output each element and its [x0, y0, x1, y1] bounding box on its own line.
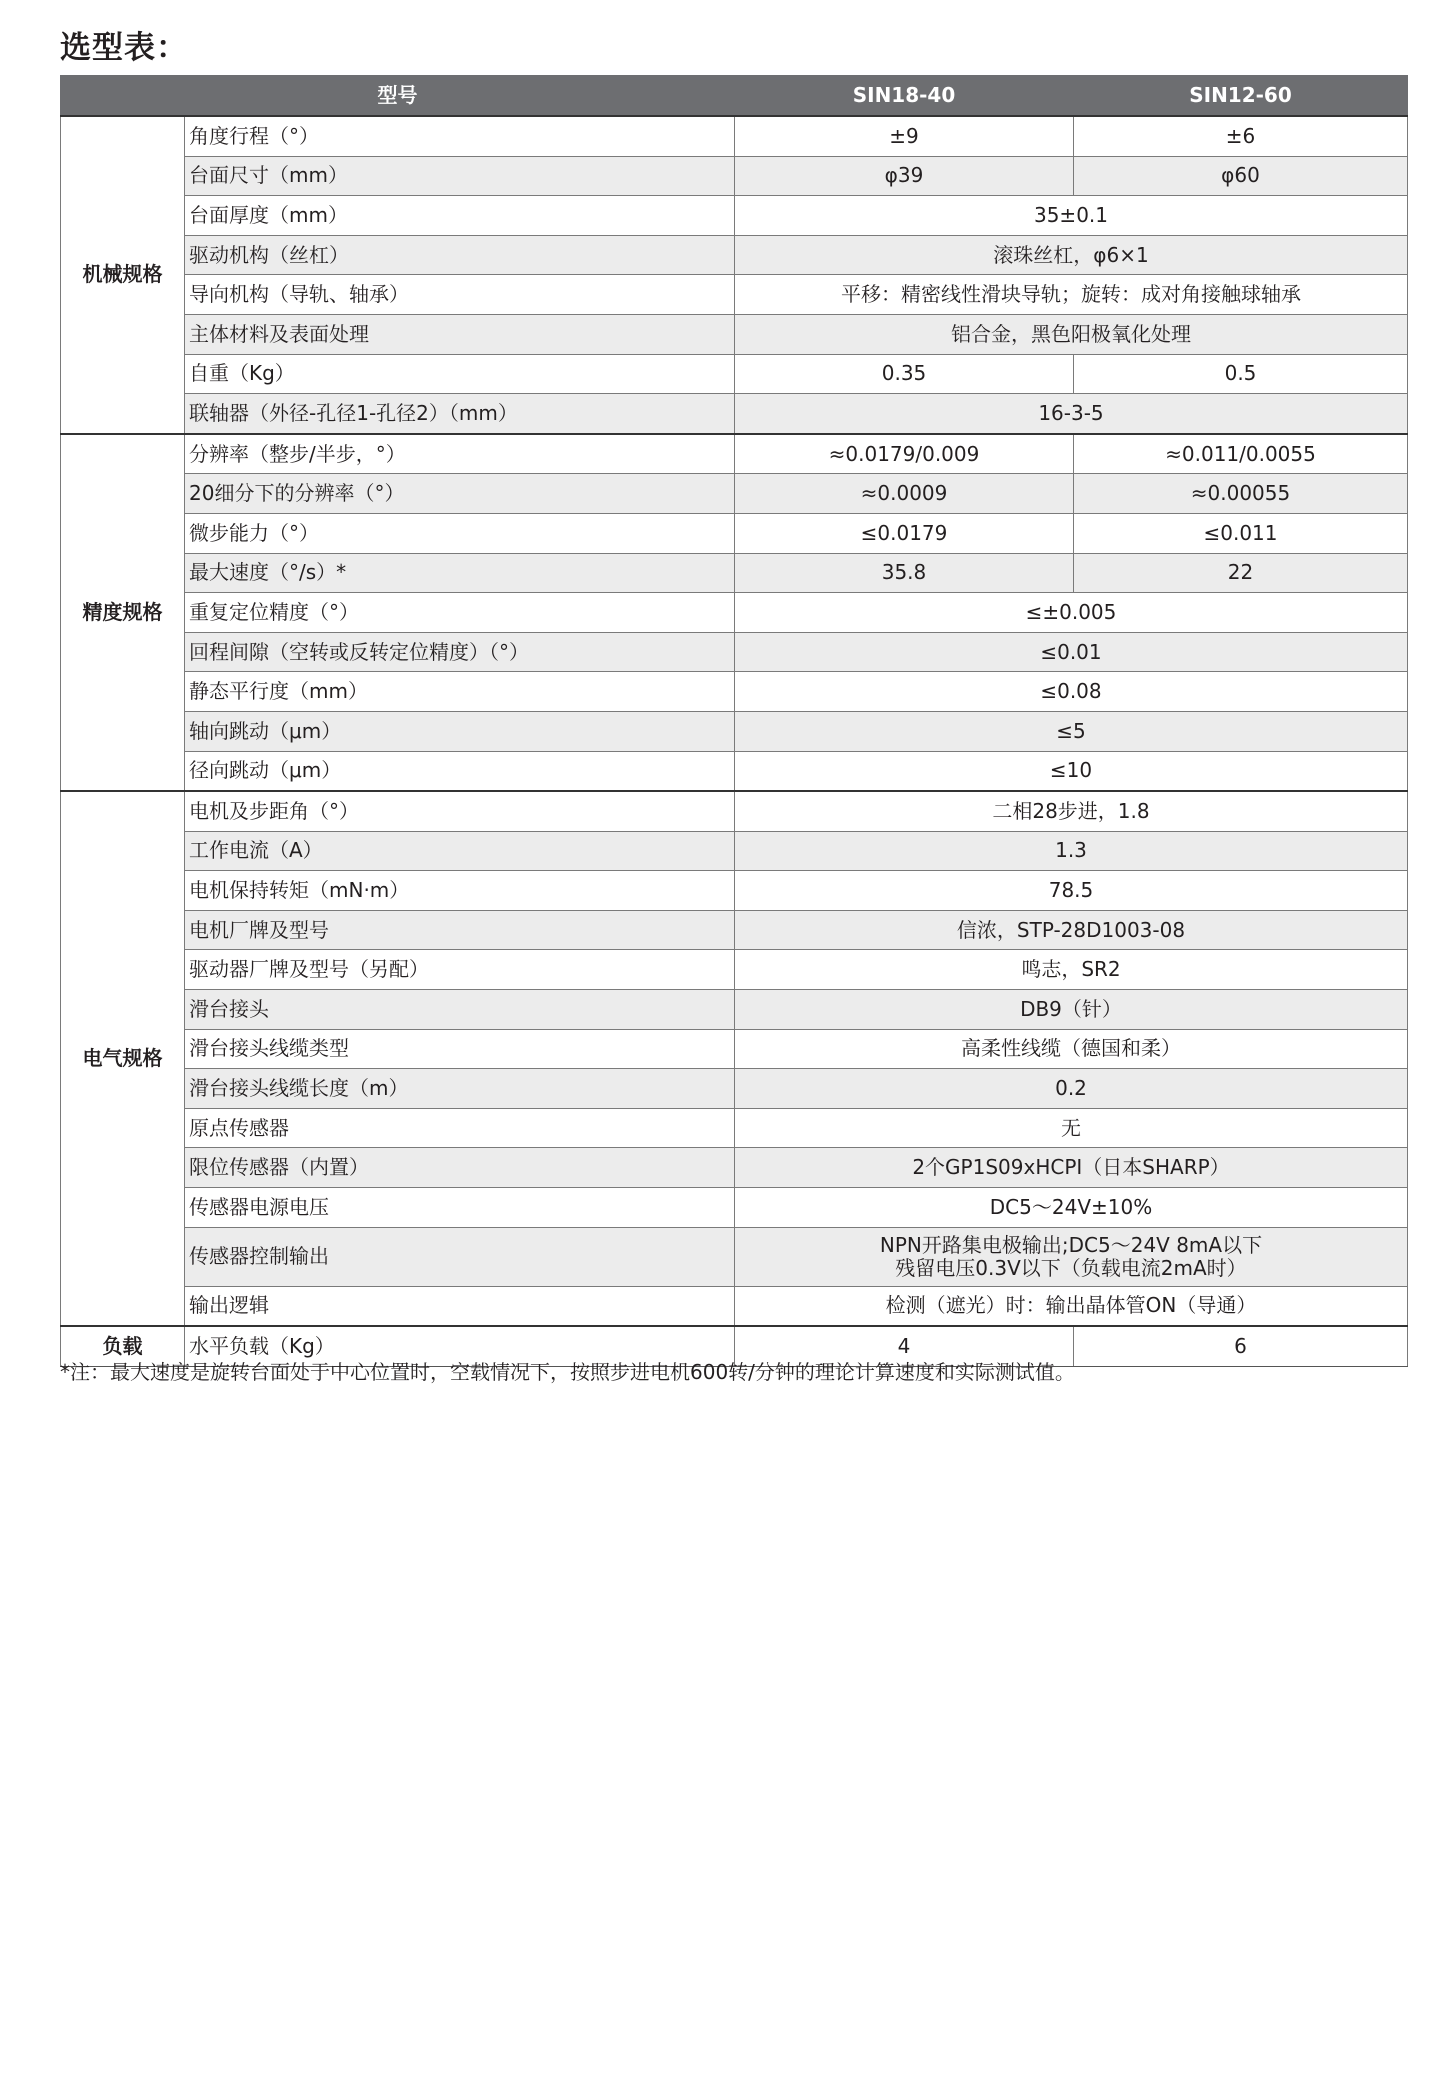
- group-label-precision: 精度规格: [61, 434, 185, 791]
- table-header-row: [61, 76, 1408, 117]
- row-label: 微步能力（°）: [185, 513, 735, 553]
- row-label: 台面厚度（mm）: [185, 196, 735, 236]
- row-value-col1: 0.35: [735, 354, 1074, 394]
- row-value-col1: 35.8: [735, 553, 1074, 593]
- row-label: 角度行程（°）: [185, 116, 735, 156]
- row-label: 驱动机构（丝杠）: [185, 235, 735, 275]
- row-value-shared: 鸣志，SR2: [735, 950, 1408, 990]
- row-value-shared: 高柔性线缆（德国和柔）: [735, 1029, 1408, 1069]
- table-row: [61, 1029, 1408, 1069]
- row-label: 最大速度（°/s）*: [185, 553, 735, 593]
- row-label: 电机厂牌及型号: [185, 910, 735, 950]
- table-row: [61, 156, 1408, 196]
- table-row: [61, 513, 1408, 553]
- table-row: [61, 950, 1408, 990]
- header-model-sin18-40: SIN18-40: [735, 76, 1074, 117]
- row-value-shared: 检测（遮光）时：输出晶体管ON（导通）: [735, 1286, 1408, 1326]
- row-label: 输出逻辑: [185, 1286, 735, 1326]
- row-label: 主体材料及表面处理: [185, 314, 735, 354]
- row-value-shared: 二相28步进，1.8: [735, 791, 1408, 831]
- row-value-col2: ≤0.011: [1074, 513, 1408, 553]
- row-value-shared: 78.5: [735, 871, 1408, 911]
- table-row: [61, 791, 1408, 831]
- table-row: [61, 871, 1408, 911]
- table-row: [61, 1148, 1408, 1188]
- table-row: [61, 235, 1408, 275]
- table-row: [61, 1069, 1408, 1109]
- group-label-mechanical: 机械规格: [61, 116, 185, 434]
- row-label: 滑台接头线缆类型: [185, 1029, 735, 1069]
- table-row: [61, 711, 1408, 751]
- row-label: 电机及步距角（°）: [185, 791, 735, 831]
- row-value-col2: 0.5: [1074, 354, 1408, 394]
- row-label: 重复定位精度（°）: [185, 593, 735, 633]
- table-row: [61, 672, 1408, 712]
- row-label: 原点传感器: [185, 1108, 735, 1148]
- value-line-1: NPN开路集电极输出;DC5～24V 8mA以下: [879, 1232, 1263, 1257]
- row-label: 径向跳动（μm）: [185, 751, 735, 791]
- table-row: [61, 314, 1408, 354]
- row-value-col2: 6: [1074, 1326, 1408, 1366]
- row-value-shared: 2个GP1S09xHCPI（日本SHARP）: [735, 1148, 1408, 1188]
- row-label: 台面尺寸（mm）: [185, 156, 735, 196]
- table-row: [61, 394, 1408, 434]
- row-value-col2: ±6: [1074, 116, 1408, 156]
- table-row: [61, 354, 1408, 394]
- row-value-shared: 35±0.1: [735, 196, 1408, 236]
- selection-table: [60, 75, 1408, 1367]
- row-value-col1: ≈0.0009: [735, 474, 1074, 514]
- row-value-shared: DB9（针）: [735, 990, 1408, 1030]
- row-value-shared: ≤0.08: [735, 672, 1408, 712]
- table-row: [61, 910, 1408, 950]
- header-model-sin12-60: SIN12-60: [1074, 76, 1408, 117]
- row-value-shared: 无: [735, 1108, 1408, 1148]
- row-value-shared: 铝合金，黑色阳极氧化处理: [735, 314, 1408, 354]
- row-value-col2: ≈0.00055: [1074, 474, 1408, 514]
- table-row: [61, 632, 1408, 672]
- table-row: [61, 196, 1408, 236]
- row-label: 导向机构（导轨、轴承）: [185, 275, 735, 315]
- table-row: [61, 434, 1408, 474]
- row-label: 工作电流（A）: [185, 831, 735, 871]
- table-row: [61, 553, 1408, 593]
- row-value-shared: 滚珠丝杠，φ6×1: [735, 235, 1408, 275]
- table-row: [61, 275, 1408, 315]
- row-label: 传感器控制输出: [185, 1227, 735, 1286]
- row-label: 电机保持转矩（mN·m）: [185, 871, 735, 911]
- table-row: [61, 751, 1408, 791]
- section-precision: [61, 434, 1408, 791]
- table-row: [61, 831, 1408, 871]
- row-value-shared: 16-3-5: [735, 394, 1408, 434]
- row-value-shared: ≤5: [735, 711, 1408, 751]
- row-label: 静态平行度（mm）: [185, 672, 735, 712]
- table-row: [61, 990, 1408, 1030]
- row-value-shared: 0.2: [735, 1069, 1408, 1109]
- section-mechanical: [61, 116, 1408, 434]
- row-label: 滑台接头线缆长度（m）: [185, 1069, 735, 1109]
- row-value-col1: 4: [735, 1326, 1074, 1366]
- row-label: 驱动器厂牌及型号（另配）: [185, 950, 735, 990]
- group-label-electrical: 电气规格: [61, 791, 185, 1326]
- row-value-col1: ±9: [735, 116, 1074, 156]
- row-label: 水平负载（Kg）: [185, 1326, 735, 1366]
- table-row: [61, 1227, 1408, 1286]
- row-label: 自重（Kg）: [185, 354, 735, 394]
- row-value-shared: ≤10: [735, 751, 1408, 791]
- row-label: 轴向跳动（μm）: [185, 711, 735, 751]
- row-value-shared: DC5～24V±10%: [735, 1188, 1408, 1228]
- row-value-shared: 平移：精密线性滑块导轨；旋转：成对角接触球轴承: [735, 275, 1408, 315]
- table-row: [61, 1188, 1408, 1228]
- row-label: 分辨率（整步/半步，°）: [185, 434, 735, 474]
- table-row: [61, 1108, 1408, 1148]
- table-row: [61, 1286, 1408, 1326]
- page-title: 选型表：: [60, 30, 188, 66]
- row-value-col2: φ60: [1074, 156, 1408, 196]
- row-value-col1: ≤0.0179: [735, 513, 1074, 553]
- row-label: 20细分下的分辨率（°）: [185, 474, 735, 514]
- row-label: 联轴器（外径-孔径1-孔径2）（mm）: [185, 394, 735, 434]
- row-label: 回程间隙（空转或反转定位精度）（°）: [185, 632, 735, 672]
- row-value-col1: ≈0.0179/0.009: [735, 434, 1074, 474]
- table-row: [61, 474, 1408, 514]
- row-label: 滑台接头: [185, 990, 735, 1030]
- section-electrical: [61, 791, 1408, 1326]
- row-value-col1: φ39: [735, 156, 1074, 196]
- value-line-2: 残留电压0.3V以下（负载电流2mA时）: [895, 1255, 1247, 1280]
- row-value-col2: ≈0.011/0.0055: [1074, 434, 1408, 474]
- table-row: [61, 116, 1408, 156]
- row-label: 传感器电源电压: [185, 1188, 735, 1228]
- row-label: 限位传感器（内置）: [185, 1148, 735, 1188]
- table-row: [61, 593, 1408, 633]
- row-value-col2: 22: [1074, 553, 1408, 593]
- group-label-load: 负载: [61, 1326, 185, 1366]
- row-value-shared: ≤0.01: [735, 632, 1408, 672]
- header-model: 型号: [61, 76, 735, 117]
- row-value-shared: [735, 1227, 1408, 1286]
- footnote: *注：最大速度是旋转台面处于中心位置时，空载情况下，按照步进电机600转/分钟的理论计算速度和实际测试值。: [60, 1360, 1075, 1384]
- row-value-shared: 1.3: [735, 831, 1408, 871]
- row-value-shared: 信浓，STP-28D1003-08: [735, 910, 1408, 950]
- row-value-shared: ≤±0.005: [735, 593, 1408, 633]
